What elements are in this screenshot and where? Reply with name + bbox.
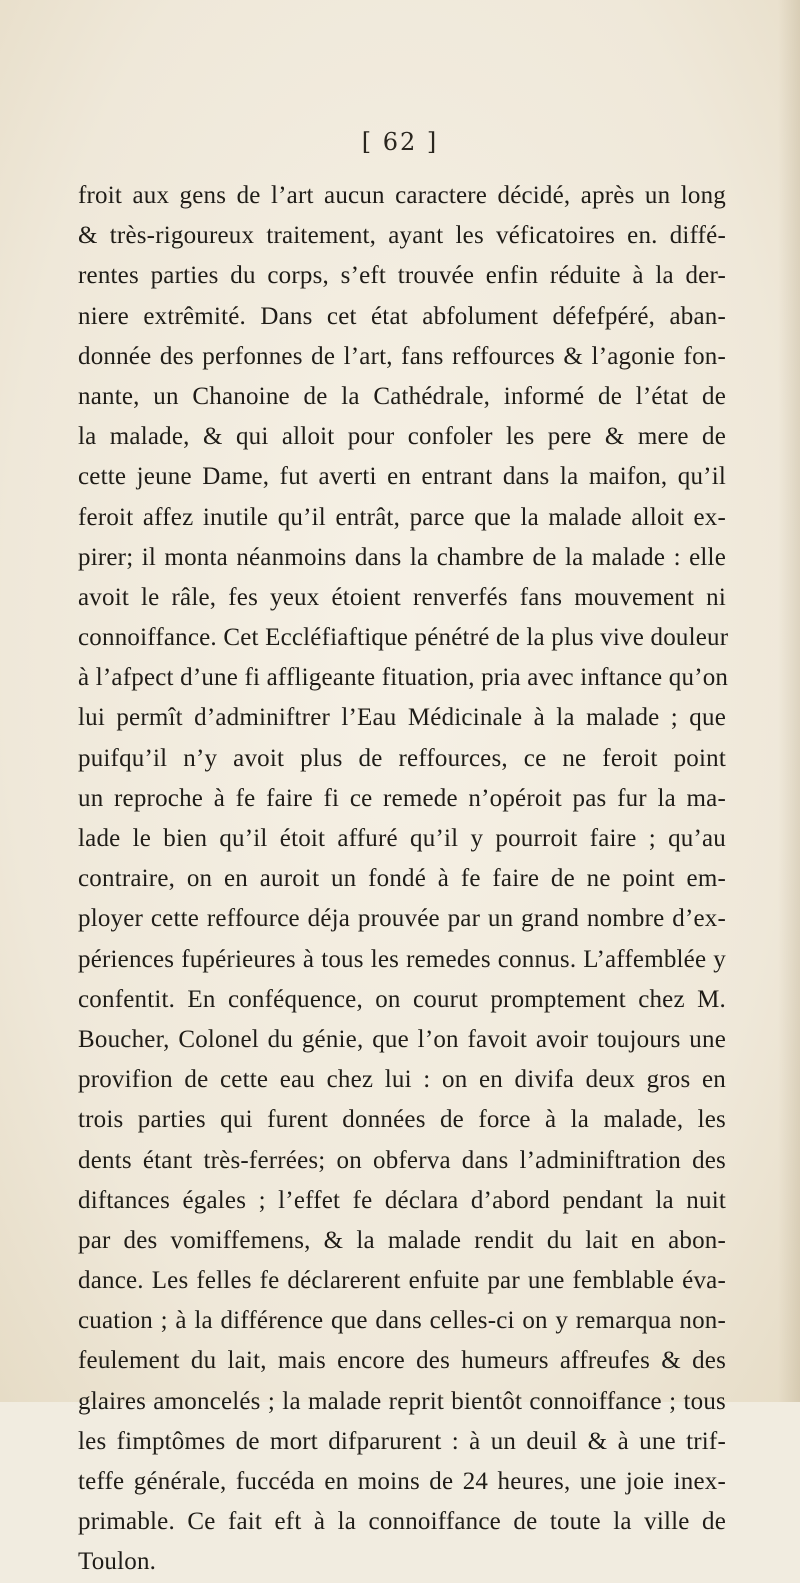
- text-line: froit aux gens de l’art aucun caractere décidé, après un long: [78, 182, 726, 209]
- text-line: la malade, & qui alloit pour confoler les pere & mere de: [78, 423, 726, 451]
- text-line: un reproche à fe faire fi ce remede n’opéroit pas fur la ma-: [78, 784, 726, 812]
- text-line: donnée des perfonnes de l’art, fans reffources & l’agonie fon-: [78, 342, 726, 370]
- text-line: & très-rigoureux traitement, ayant les véficatoires en. diffé-: [78, 222, 726, 250]
- text-line: nante, un Chanoine de la Cathédrale, informé de l’état de: [78, 382, 726, 410]
- text-line: glaires amoncelés ; la malade reprit bientôt connoiffance ; tous: [78, 1387, 726, 1415]
- text-line: contraire, on en auroit un fondé à fe faire de ne point em-: [78, 865, 726, 893]
- text-line: à l’afpect d’une fi affligeante fituation, pria avec inftance qu’on: [78, 664, 729, 692]
- text-line: cuation ; à la différence que dans celles-ci on y remarqua non-: [78, 1307, 726, 1335]
- text-line: trois parties qui furent données de force à la malade, les: [78, 1106, 726, 1134]
- text-line: Toulon.: [78, 1548, 157, 1576]
- text-line: feroit affez inutile qu’il entrât, parce que la malade alloit ex-: [78, 503, 726, 531]
- text-line: puifqu’il n’y avoit plus de reffources, ce ne feroit point: [78, 744, 726, 772]
- text-line: connoiffance. Cet Eccléfiaftique pénétré de la plus vive douleur: [78, 624, 729, 652]
- page-edge-shadow: [778, 0, 800, 1402]
- text-line: teffe générale, fuccéda en moins de 24 heures, une joie inex-: [78, 1468, 726, 1495]
- text-line: rentes parties du corps, s’eft trouvée enfin réduite à la der-: [78, 262, 726, 290]
- text-line: niere extrêmité. Dans cet état abfolument défefpéré, aban-: [78, 302, 726, 330]
- text-line: par des vomiffemens, & la malade rendit du lait en abon-: [78, 1226, 726, 1254]
- text-line: confentit. En conféquence, on courut promptement chez M.: [78, 985, 726, 1013]
- text-line: dance. Les felles fe déclarerent enfuite par une femblable éva-: [78, 1267, 726, 1295]
- body-text: [78, 176, 729, 1583]
- text-line: ployer cette reffource déja prouvée par un grand nombre d’ex-: [78, 905, 726, 933]
- text-line: dents étant très-ferrées; on obferva dans l’adminiftration des: [78, 1146, 726, 1174]
- text-line: feulement du lait, mais encore des humeurs affreufes & des: [78, 1347, 726, 1375]
- text-line: lade le bien qu’il étoit affuré qu’il y pourroit faire ; qu’au: [78, 825, 726, 852]
- text-line: lui permît d’adminiftrer l’Eau Médicinale à la malade ; que: [78, 704, 726, 732]
- text-line: périences fupérieures à tous les remedes connus. L’affemblée y: [78, 945, 726, 973]
- text-line: avoit le râle, fes yeux étoient renverfés fans mouvement ni: [78, 583, 726, 611]
- text-line: cette jeune Dame, fut averti en entrant dans la maifon, qu’il: [78, 463, 726, 491]
- text-line: provifion de cette eau chez lui : on en divifa deux gros en: [78, 1066, 726, 1094]
- text-line: pirer; il monta néanmoins dans la chambre de la malade : elle: [78, 543, 726, 571]
- text-line: Boucher, Colonel du génie, que l’on favoit avoir toujours une: [78, 1025, 726, 1053]
- page-number: [ 62 ]: [361, 128, 439, 156]
- text-line: diftances égales ; l’effet fe déclara d’abord pendant la nuit: [78, 1186, 726, 1214]
- text-line: primable. Ce fait eft à la connoiffance de toute la ville de: [78, 1508, 726, 1536]
- text-line: les fimptômes de mort difparurent : à un deuil & à une trif-: [78, 1427, 726, 1455]
